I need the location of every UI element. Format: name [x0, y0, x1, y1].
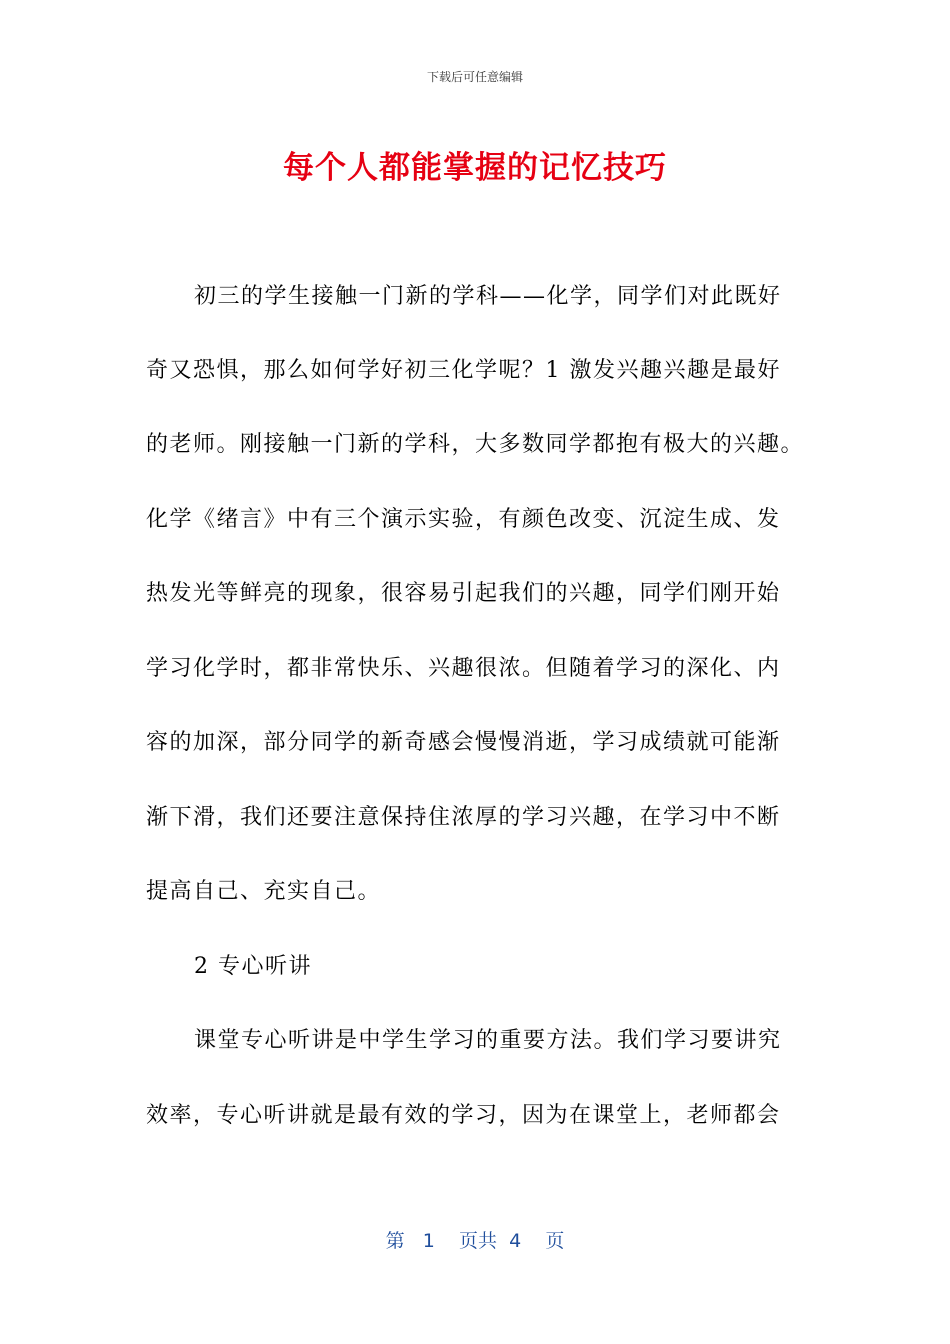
- page-total: 4: [509, 1230, 522, 1252]
- paragraph-line: 提高自己、充实自己。: [146, 879, 382, 904]
- page-suffix: 页: [545, 1230, 565, 1252]
- paragraph-line: 的老师。刚接触一门新的学科，大多数同学都抱有极大的兴趣。: [146, 432, 805, 457]
- page-mid: 页共: [459, 1230, 498, 1252]
- page-number: 1: [422, 1230, 435, 1252]
- paragraph-line: 容的加深，部分同学的新奇感会慢慢消逝，学习成绩就可能渐: [146, 730, 781, 755]
- paragraph-line: 课堂专心听讲是中学生学习的重要方法。我们学习要讲究: [194, 1028, 782, 1053]
- page-footer: [0, 1226, 950, 1253]
- paragraph-line: 效率，专心听讲就是最有效的学习，因为在课堂上，老师都会: [146, 1103, 781, 1128]
- paragraph-line: 渐下滑，我们还要注意保持住浓厚的学习兴趣，在学习中不断: [146, 805, 781, 830]
- document-title: 每个人都能掌握的记忆技巧: [283, 150, 667, 186]
- paragraph-line: 化学《绪言》中有三个演示实验，有颜色改变、沉淀生成、发: [146, 507, 781, 532]
- paragraph-line: 热发光等鲜亮的现象，很容易引起我们的兴趣，同学们刚开始: [146, 581, 781, 606]
- header-note: 下载后可任意编辑: [426, 70, 523, 84]
- page-prefix: 第: [385, 1230, 405, 1252]
- paragraph-line: 奇又恐惧，那么如何学好初三化学呢？1 激发兴趣兴趣是最好: [146, 358, 781, 383]
- paragraph-line: 初三的学生接触一门新的学科——化学，同学们对此既好: [194, 284, 782, 309]
- paragraph-line: 学习化学时，都非常快乐、兴趣很浓。但随着学习的深化、内: [146, 656, 781, 681]
- section-heading: 2 专心听讲: [194, 954, 312, 979]
